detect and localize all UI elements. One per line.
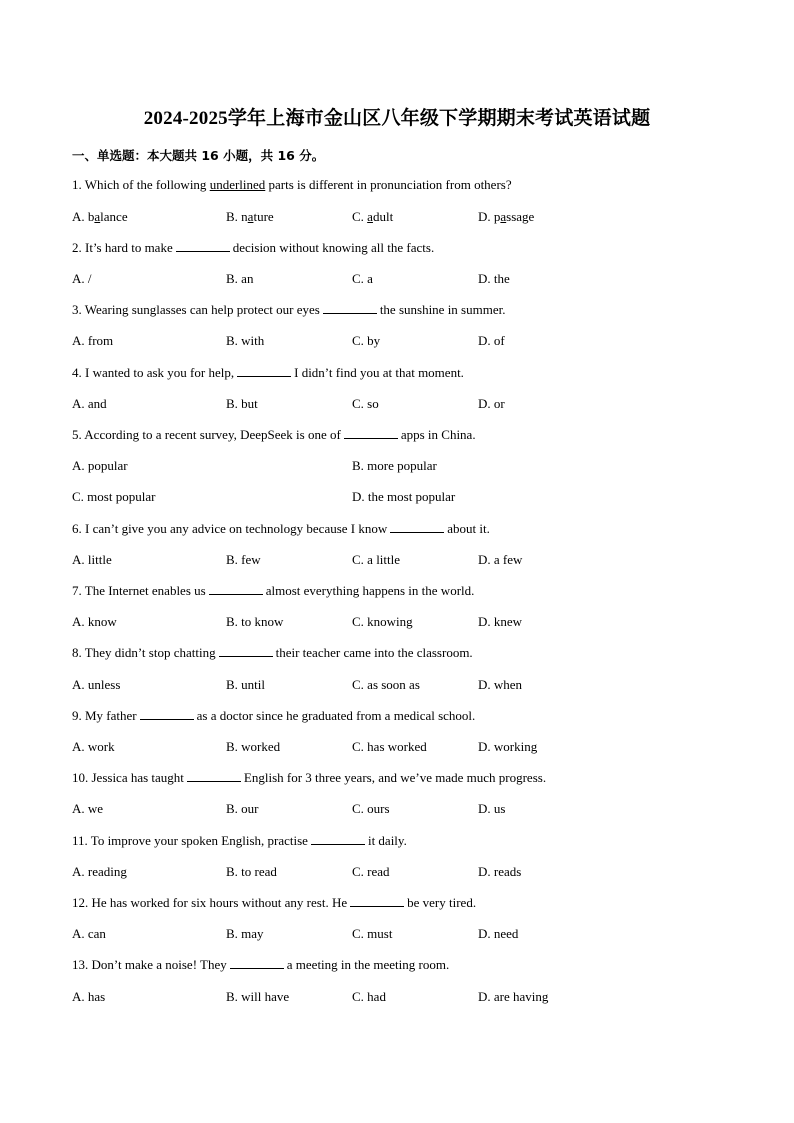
question-6: 6. I can’t give you any advice on technology because I know about it. — [72, 521, 490, 536]
option: B. an — [226, 271, 254, 286]
option: D. us — [478, 801, 506, 816]
question-5: 5. According to a recent survey, DeepSeek is one of apps in China. — [72, 427, 476, 442]
option: A. unless — [72, 677, 121, 692]
option: A. has — [72, 989, 106, 1004]
option: D. or — [478, 396, 505, 411]
option: C. has worked — [352, 739, 427, 754]
option: D. reads — [478, 864, 522, 879]
option: B. our — [226, 801, 259, 816]
question-8: 8. They didn’t stop chatting their teacher came into the classroom. — [72, 645, 473, 660]
option: A. know — [72, 614, 117, 629]
option: B. nature — [226, 209, 274, 224]
answer-blank — [176, 241, 230, 252]
option: B. until — [226, 677, 266, 692]
option: C. knowing — [352, 614, 413, 629]
answer-blank — [311, 834, 365, 845]
option: A. little — [72, 552, 112, 567]
option: C. a — [352, 271, 373, 286]
option: A. can — [72, 926, 106, 941]
option: D. the most popular — [352, 489, 456, 504]
answer-blank — [209, 584, 263, 595]
answer-blank — [219, 646, 273, 657]
option: D. passage — [478, 209, 535, 224]
option: C. as soon as — [352, 677, 420, 692]
option: D. of — [478, 333, 505, 348]
option: B. to know — [226, 614, 284, 629]
answer-blank — [390, 522, 444, 533]
question-9: 9. My father as a doctor since he graduated from a medical school. — [72, 708, 476, 723]
option: A. balance — [72, 209, 128, 224]
question-13: 13. Don’t make a noise! They a meeting in the meeting room. — [72, 957, 450, 972]
option: D. when — [478, 677, 523, 692]
question-4: 4. I wanted to ask you for help, I didn’t find you at that moment. — [72, 365, 464, 380]
option: B. worked — [226, 739, 281, 754]
question-3: 3. Wearing sunglasses can help protect our eyes the sunshine in summer. — [72, 302, 506, 317]
option: C. so — [352, 396, 379, 411]
option: B. few — [226, 552, 261, 567]
option: D. are having — [478, 989, 549, 1004]
option: D. a few — [478, 552, 523, 567]
option: B. with — [226, 333, 265, 348]
page-title: 2024-2025学年上海市金山区八年级下学期期末考试英语试题 — [143, 108, 651, 129]
option: D. need — [478, 926, 519, 941]
option: C. most popular — [72, 489, 156, 504]
question-12: 12. He has worked for six hours without any rest. He be very tired. — [72, 895, 477, 910]
option: C. must — [352, 926, 393, 941]
option: A. reading — [72, 864, 127, 879]
option: B. will have — [226, 989, 290, 1004]
option: A. from — [72, 333, 114, 348]
option: D. the — [478, 271, 510, 286]
option: C. read — [352, 864, 390, 879]
option: C. adult — [352, 209, 394, 224]
question-2: 2. It’s hard to make decision without knowing all the facts. — [72, 240, 435, 255]
option: A. work — [72, 739, 115, 754]
answer-blank — [344, 428, 398, 439]
option: C. by — [352, 333, 381, 348]
question-10: 10. Jessica has taught English for 3 three years, and we’ve made much progress. — [72, 770, 547, 785]
option: A. popular — [72, 458, 128, 473]
option: B. but — [226, 396, 258, 411]
option: C. a little — [352, 552, 401, 567]
option: A. we — [72, 801, 104, 816]
answer-blank — [237, 366, 291, 377]
answer-blank — [187, 771, 241, 782]
option: B. more popular — [352, 458, 437, 473]
option: D. working — [478, 739, 538, 754]
option: C. ours — [352, 801, 390, 816]
option: B. may — [226, 926, 264, 941]
underlined-word: underlined — [209, 177, 266, 192]
answer-blank — [350, 896, 404, 907]
option: B. to read — [226, 864, 277, 879]
option: A. / — [72, 271, 92, 286]
section-heading: 一、单选题：本大题共 16 小题，共 16 分。 — [72, 148, 325, 163]
option: D. knew — [478, 614, 523, 629]
answer-blank — [140, 709, 194, 720]
option: A. and — [72, 396, 107, 411]
question-1: 1. Which of the following underlined parts is different in pronunciation from others? — [72, 177, 512, 192]
question-7: 7. The Internet enables us almost everything happens in the world. — [72, 583, 475, 598]
answer-blank — [230, 958, 284, 969]
answer-blank — [323, 303, 377, 314]
question-11: 11. To improve your spoken English, practise it daily. — [72, 833, 407, 848]
option: C. had — [352, 989, 386, 1004]
